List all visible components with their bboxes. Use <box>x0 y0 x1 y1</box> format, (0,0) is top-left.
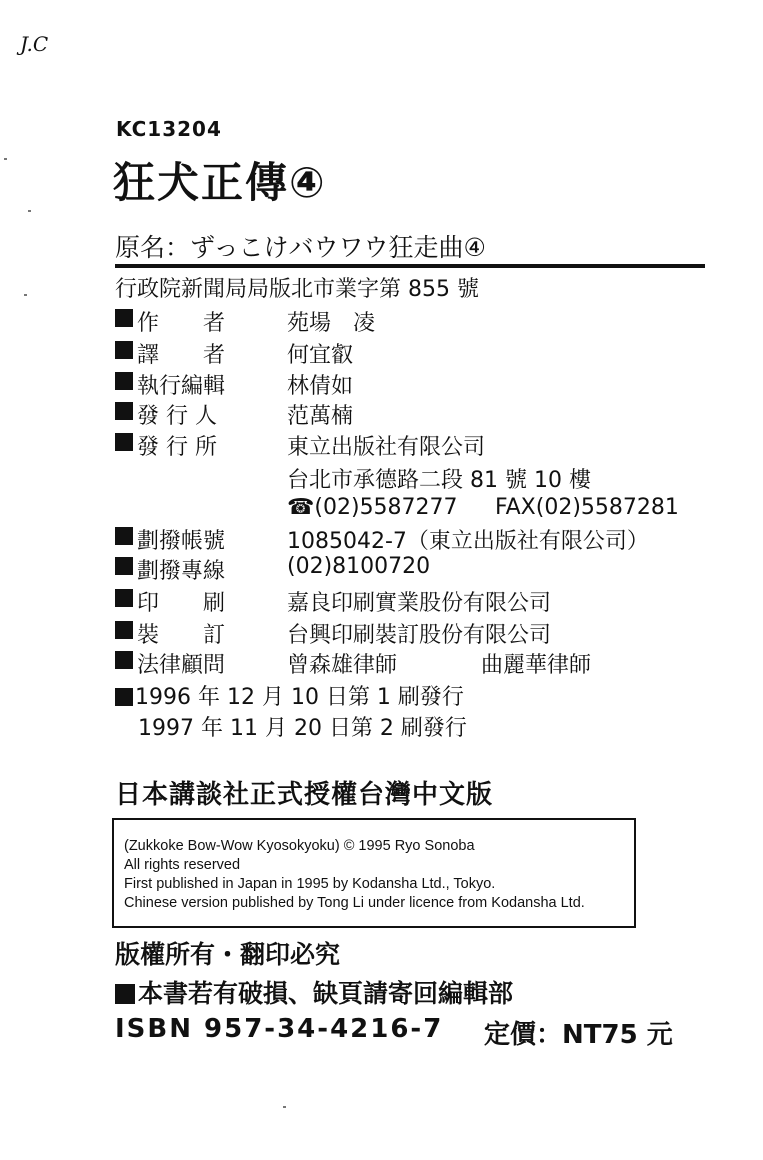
address-text: 台北市承德路二段 81 號 10 樓 <box>287 468 591 493</box>
edition-text: 1996 年 12 月 10 日第 1 刷發行 <box>135 685 464 710</box>
credit-label: 劃撥專線 <box>137 559 226 584</box>
edition-second <box>138 711 467 742</box>
scan-speck <box>28 210 31 212</box>
scan-speck <box>283 1106 286 1108</box>
bullet-square-icon <box>115 527 133 545</box>
credit-hotline <box>115 554 431 584</box>
credit-publishing-house <box>115 430 486 460</box>
bullet-square-icon <box>115 984 135 1004</box>
credit-label: 作 者 <box>137 311 226 336</box>
phone-number: ☎(02)5587277 <box>287 495 458 520</box>
rights-notice: 版權所有・翻印必究 <box>115 940 341 969</box>
credit-value: (02)8100720 <box>287 554 431 579</box>
scan-speck <box>24 294 27 296</box>
damage-notice <box>115 974 513 1010</box>
bullet-square-icon <box>115 589 133 607</box>
credit-label: 法律顧問 <box>137 653 226 678</box>
bullet-square-icon <box>115 688 133 706</box>
authorization-statement: 日本講談社正式授權台灣中文版 <box>115 780 494 810</box>
credit-label: 裝 訂 <box>137 623 226 648</box>
credit-value: 苑場 凌 <box>287 311 376 336</box>
credit-value: 何宜叡 <box>287 343 354 368</box>
credit-publisher <box>115 399 354 429</box>
credit-value: 1085042-7（東立出版社有限公司） <box>287 529 649 554</box>
credit-translator <box>115 338 354 368</box>
original-title: 原名：ずっこけバウワウ狂走曲④ <box>115 233 486 262</box>
credit-value: 嘉良印刷實業股份有限公司 <box>287 591 552 616</box>
credit-value: 范萬楠 <box>287 404 354 429</box>
bullet-square-icon <box>115 372 133 390</box>
title-divider <box>115 264 705 268</box>
credit-value-second: 曲麗華律師 <box>481 653 592 678</box>
credit-label: 劃撥帳號 <box>137 529 226 554</box>
damage-notice-text: 本書若有破損、缺頁請寄回編輯部 <box>138 979 514 1008</box>
edition-text: 1997 年 11 月 20 日第 2 刷發行 <box>138 716 467 741</box>
credit-author <box>115 306 376 336</box>
credit-value: 東立出版社有限公司 <box>287 435 486 460</box>
credit-label: 譯 者 <box>137 343 226 368</box>
bullet-square-icon <box>115 651 133 669</box>
copyright-line: First published in Japan in 1995 by Kodansha Ltd., Tokyo. <box>124 876 496 892</box>
credit-account <box>115 524 649 554</box>
copyright-line: All rights reserved <box>124 857 241 873</box>
fax-number: FAX(02)5587281 <box>495 495 679 520</box>
license-number: 行政院新聞局局版北市業字第 855 號 <box>115 277 479 302</box>
handwritten-mark: J.C <box>20 32 49 56</box>
bullet-square-icon <box>115 433 133 451</box>
credit-legal <box>115 648 592 678</box>
copyright-line: Chinese version published by Tong Li under licence from Kodansha Ltd. <box>124 895 585 911</box>
book-title: 狂犬正傳④ <box>113 158 327 207</box>
bullet-square-icon <box>115 557 133 575</box>
bullet-square-icon <box>115 309 133 327</box>
book-price: 定價：NT75 元 <box>484 1020 673 1050</box>
bullet-square-icon <box>115 341 133 359</box>
credit-label: 執行編輯 <box>137 374 226 399</box>
credit-label: 印 刷 <box>137 591 226 616</box>
credit-value: 台興印刷裝訂股份有限公司 <box>287 623 552 648</box>
credit-value: 林倩如 <box>287 374 354 399</box>
bullet-square-icon <box>115 621 133 639</box>
edition-first <box>115 680 464 711</box>
copyright-line: (Zukkoke Bow-Wow Kyosokyoku) © 1995 Ryo Sonoba <box>124 838 475 854</box>
credit-printer <box>115 586 552 616</box>
isbn-number: ISBN 957-34-4216-7 <box>115 1014 444 1044</box>
bullet-square-icon <box>115 402 133 420</box>
credit-label: 發 行 人 <box>137 404 217 429</box>
scan-speck <box>4 158 7 160</box>
credit-label: 發 行 所 <box>137 435 217 460</box>
copyright-box <box>112 818 636 928</box>
credit-binder <box>115 618 552 648</box>
credit-editor <box>115 369 354 399</box>
book-code: KC13204 <box>116 117 222 141</box>
credit-value: 曾森雄律師 <box>287 653 398 678</box>
